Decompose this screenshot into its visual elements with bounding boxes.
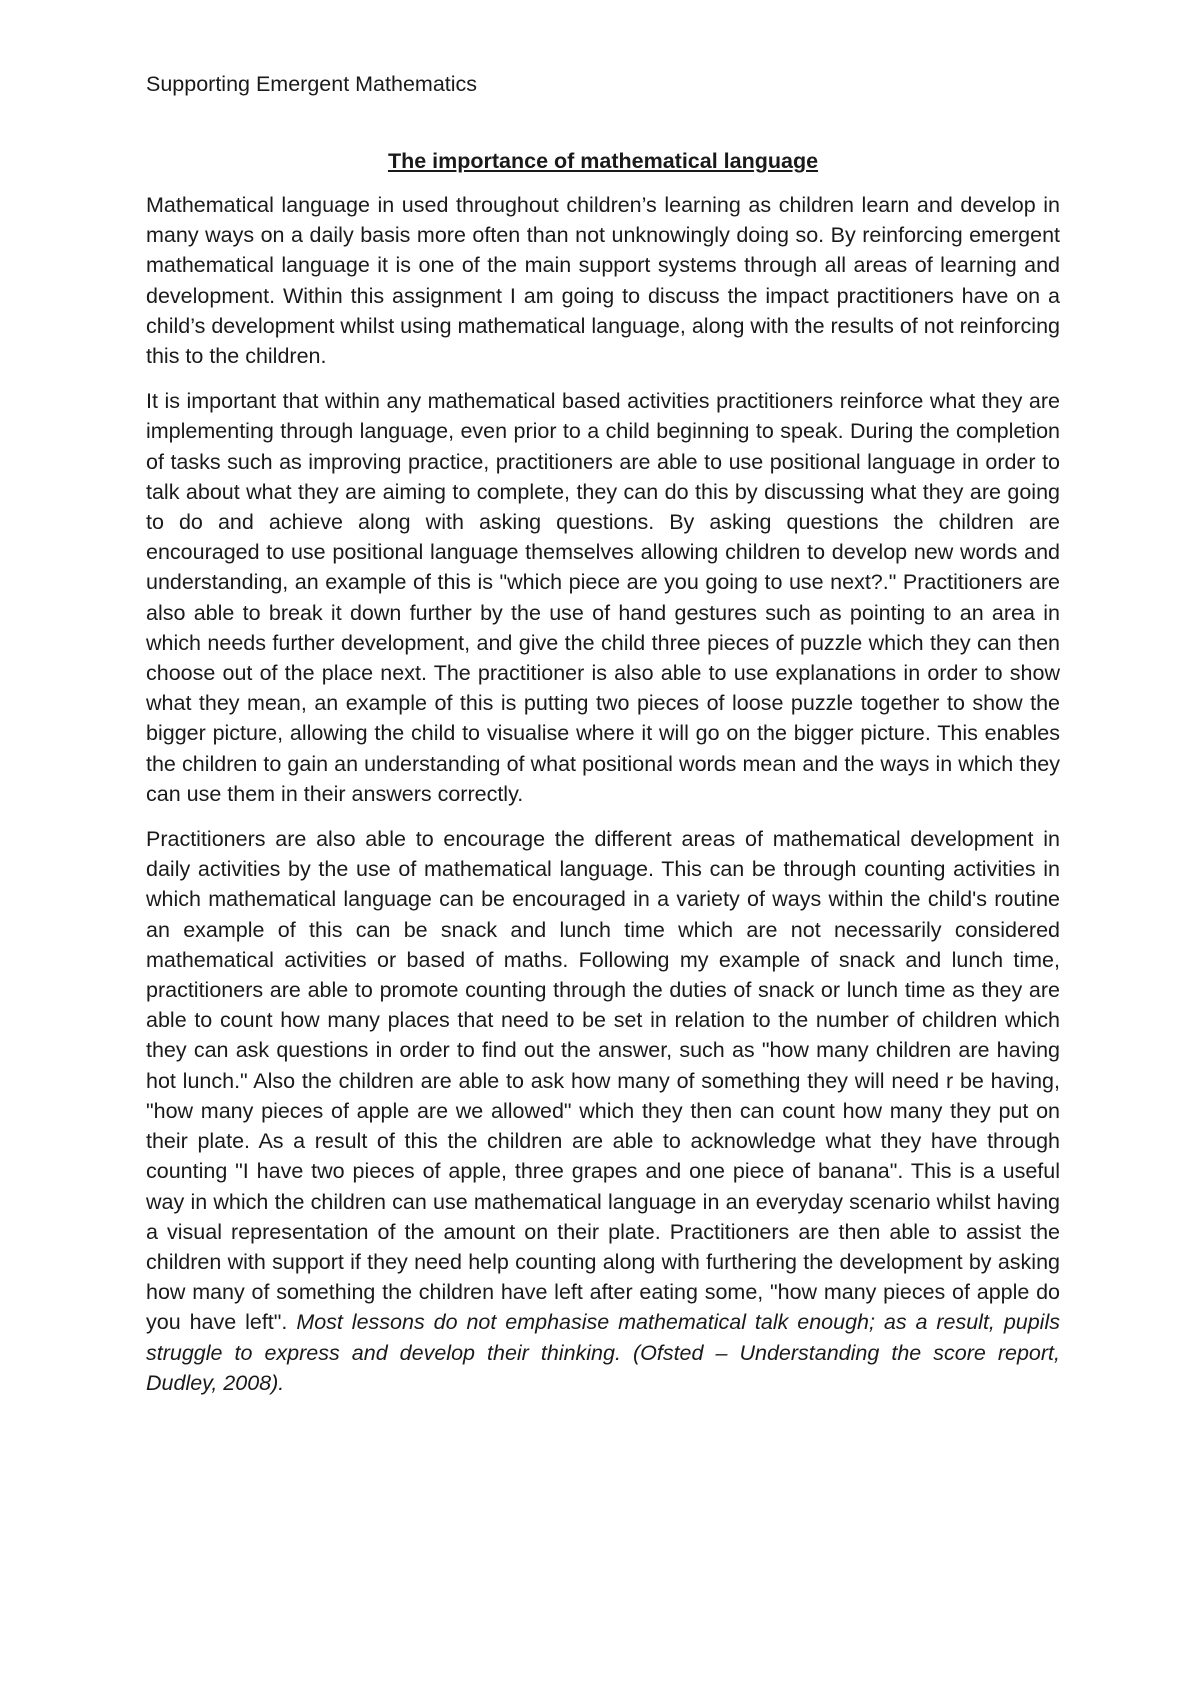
ofsted-quote: Most lessons do not emphasise mathematical talk enough; as a result, pupils struggle to express and develop their thinking. (Ofsted – Understanding the score report, Dudley, 2008). (146, 1310, 1060, 1395)
paragraph-daily-activities (146, 824, 1060, 1398)
paragraph-daily-activities-text: Practitioners are also able to encourage the different areas of mathematical development in daily activities by the use of mathematical language. This can be through counting activities in which mathematical language can be encouraged in a variety of ways within the child's routine an example of this can be snack and lunch time which are not necessarily considered mathematical activities or based of maths. Following my example of snack and lunch time, practitioners are able to promote counting through the duties of snack or lunch time as they are able to count how many places that need to be set in relation to the number of children which they can ask questions in order to find out the answer, such as "how many children are having hot lunch." Also the children are able to ask how many of something they will need r be having, "how many pieces of apple are we allowed" which they then can count how many they put on their plate. As a result of this the children are able to acknowledge what they have through counting "I have two pieces of apple, three grapes and one piece of banana". This is a useful way in which the children can use mathematical language in an everyday scenario whilst having a visual representation of the amount on their plate. Practitioners are then able to assist the children with support if they need help counting along with furthering the development by asking how many of something the children have left after eating some, "how many pieces of apple do you have left". (146, 827, 1060, 1335)
document-body (146, 190, 1060, 1413)
document-title: The importance of mathematical language (387, 149, 819, 173)
paragraph-positional-language: It is important that within any mathematical based activities practitioners reinforce what they are implementing through language, even prior to a child beginning to speak. During the completion of tasks such as improving practice, practitioners are able to use positional language in order to talk about what they are aiming to complete, they can do this by discussing what they are going to do and achieve along with asking questions. By asking questions the children are encouraged to use positional language themselves allowing children to develop new words and understanding, an example of this is "which piece are you going to use next?." Practitioners are also able to break it down further by the use of hand gestures such as pointing to an area in which needs further development, and give the child three pieces of puzzle which they can then choose out of the place next. The practitioner is also able to use explanations in order to show what they mean, an example of this is putting two pieces of loose puzzle together to show the bigger picture, allowing the child to visualise where it will go on the bigger picture. This enables the children to gain an understanding of what positional words mean and the ways in which they can use them in their answers correctly. (146, 389, 1060, 806)
page-header: Supporting Emergent Mathematics (146, 72, 478, 96)
paragraph-intro: Mathematical language in used throughout children’s learning as children learn and develop in many ways on a daily basis more often than not unknowingly doing so. By reinforcing emergent mathematical language it is one of the main support systems through all areas of learning and development. Within this assignment I am going to discuss the impact practitioners have on a child’s development whilst using mathematical language, along with the results of not reinforcing this to the children. (146, 193, 1060, 369)
